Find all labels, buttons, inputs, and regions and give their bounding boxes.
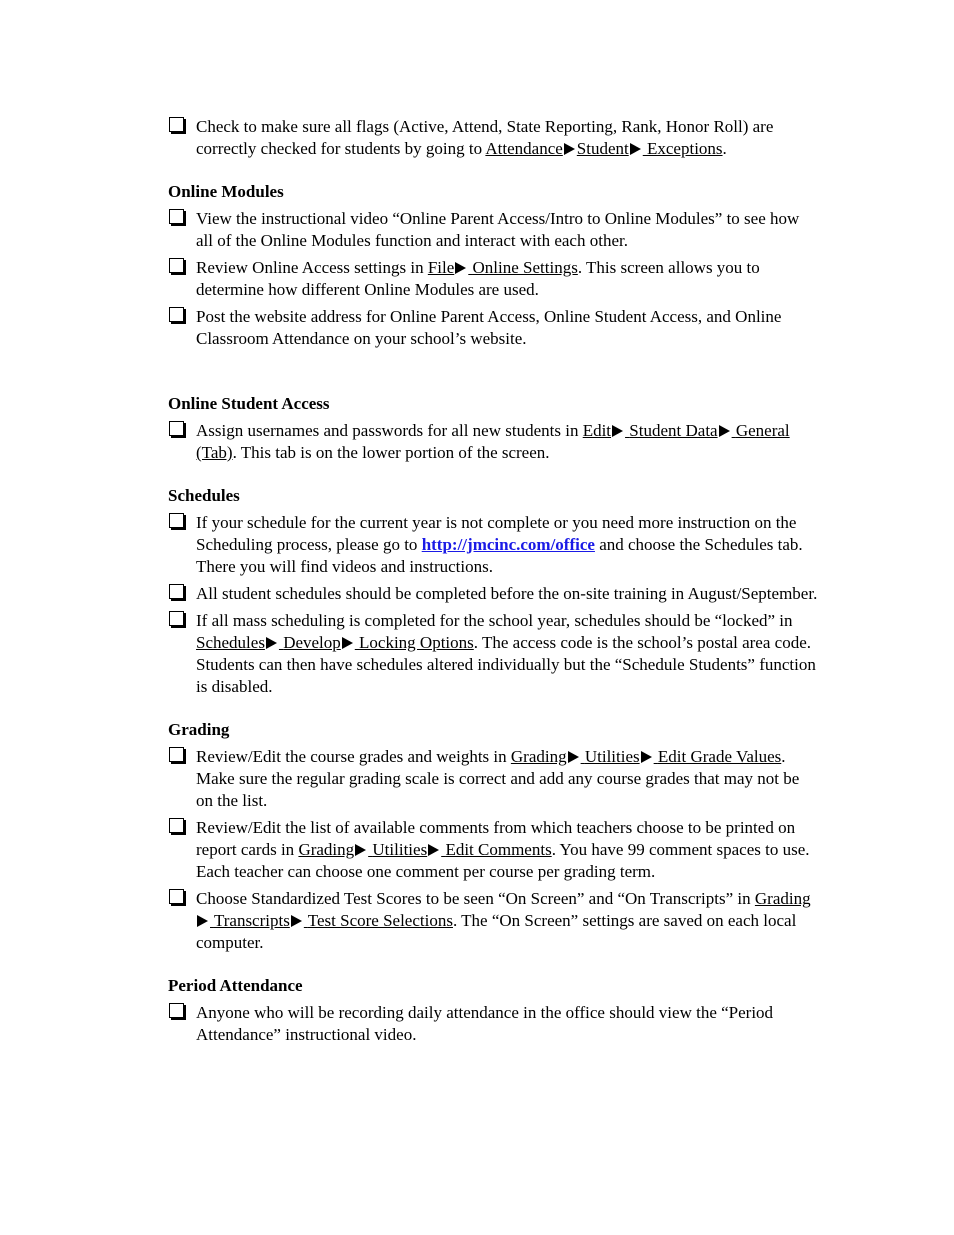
- arrow-right-icon: [612, 425, 623, 437]
- item-text: View the instructional video “Online Parent Access/Intro to Online Modules” to see how all of the Online Modules function and interact with each other.: [196, 209, 800, 250]
- nav-step: Grading: [298, 840, 355, 859]
- nav-path-edit-comments: [298, 840, 551, 859]
- nav-step: Transcripts: [213, 911, 290, 930]
- checkbox-icon[interactable]: [169, 117, 184, 132]
- checkbox-icon[interactable]: [169, 747, 184, 762]
- arrow-right-icon: [630, 143, 641, 155]
- nav-step: Grading: [510, 747, 567, 766]
- checklist-item-post-website: [168, 306, 818, 350]
- nav-path-attendance: [485, 139, 722, 158]
- item-text-post: . This screen allows you to determine how different Online Modules are used.: [196, 258, 760, 299]
- item-text-post: and choose the Schedules tab. There you will find videos and instructions.: [196, 535, 803, 576]
- checklist-item-online-settings: [168, 257, 818, 301]
- item-text: Review/Edit the list of available comments from which teachers choose to be printed on report cards in: [196, 818, 796, 859]
- checkbox-icon[interactable]: [169, 513, 184, 528]
- item-text: Anyone who will be recording daily attendance in the office should view the “Period Attendance” instructional video.: [196, 1003, 774, 1044]
- section-heading-grading: Grading: [168, 720, 230, 739]
- nav-step: Student: [576, 139, 629, 158]
- item-text: Check to make sure all flags (Active, Attend, State Reporting, Rank, Honor Roll) are correctly checked for students by going to: [196, 117, 774, 158]
- nav-path-edit-grade-values: [511, 747, 781, 766]
- nav-step: Attendance: [485, 139, 563, 158]
- item-text: Assign usernames and passwords for all new students in: [196, 421, 583, 440]
- nav-step: Edit: [582, 421, 612, 440]
- checklist-item-edit-comments: [168, 817, 818, 883]
- item-text: If your schedule for the current year is not complete or you need more instruction on the Scheduling process, please go to: [196, 513, 797, 554]
- checklist-item-test-scores: [168, 888, 818, 954]
- checkbox-icon[interactable]: [169, 818, 184, 833]
- arrow-right-icon: [641, 751, 652, 763]
- section-heading-schedules: Schedules: [168, 486, 240, 505]
- section-heading-online-student-access: Online Student Access: [168, 394, 330, 413]
- arrow-right-icon: [291, 915, 302, 927]
- document-page: [168, 116, 818, 1051]
- checklist-item-schedules-locked: [168, 610, 818, 698]
- arrow-right-icon: [719, 425, 730, 437]
- office-link[interactable]: http://jmcinc.com/office: [421, 535, 595, 554]
- checkbox-icon[interactable]: [169, 611, 184, 626]
- item-text: Post the website address for Online Parent Access, Online Student Access, and Online Classroom Attendance on your school’s website.: [196, 307, 782, 348]
- arrow-right-icon: [266, 637, 277, 649]
- nav-path-locking-options: [196, 633, 474, 652]
- nav-path-online-settings: [428, 258, 578, 277]
- item-text: Review/Edit the course grades and weights in: [196, 747, 511, 766]
- nav-step: Edit Grade Values: [657, 747, 782, 766]
- nav-step: Schedules: [196, 633, 265, 652]
- nav-step: Utilities: [372, 840, 428, 859]
- checklist-item-schedules-complete: [168, 583, 818, 605]
- nav-step: Online Settings: [472, 258, 578, 277]
- section-heading-period-attendance: Period Attendance: [168, 976, 303, 995]
- nav-step: Utilities: [584, 747, 640, 766]
- item-text-post: . The “On Screen” settings are saved on each local computer.: [196, 911, 797, 952]
- item-text-post: . Make sure the regular grading scale is correct and add any course grades that may not be on the list.: [196, 747, 800, 810]
- checkbox-icon[interactable]: [169, 307, 184, 322]
- checklist-item-schedule-instruction: [168, 512, 818, 578]
- section-heading-online-modules: Online Modules: [168, 182, 284, 201]
- arrow-right-icon: [197, 915, 208, 927]
- item-text-end: .: [722, 139, 727, 158]
- arrow-right-icon: [455, 262, 466, 274]
- item-text: Choose Standardized Test Scores to be seen “On Screen” and “On Transcripts” in: [196, 889, 755, 908]
- item-text-post: . The access code is the school’s postal area code. Students can then have schedules altered individually but the “Schedule Students” function is disabled.: [196, 633, 816, 696]
- arrow-right-icon: [342, 637, 353, 649]
- arrow-right-icon: [355, 844, 366, 856]
- item-text: If all mass scheduling is completed for the school year, schedules should be “locked” in: [196, 611, 793, 630]
- nav-step: Locking Options: [359, 633, 474, 652]
- item-text: Review Online Access settings in: [196, 258, 428, 277]
- nav-step: Test Score Selections: [307, 911, 453, 930]
- nav-step: General (Tab): [196, 421, 790, 462]
- nav-step: File: [427, 258, 455, 277]
- nav-step: Student Data: [629, 421, 718, 440]
- arrow-right-icon: [564, 143, 575, 155]
- checkbox-icon[interactable]: [169, 584, 184, 599]
- nav-step: Edit Comments: [445, 840, 552, 859]
- checkbox-icon[interactable]: [169, 421, 184, 436]
- nav-step: Develop: [283, 633, 341, 652]
- checklist-item-usernames: [168, 420, 818, 464]
- checklist-item-video: [168, 208, 818, 252]
- arrow-right-icon: [428, 844, 439, 856]
- item-text-post: . You have 99 comment spaces to use. Each teacher can choose one comment per course per grading term.: [196, 840, 810, 881]
- checkbox-icon[interactable]: [169, 258, 184, 273]
- checkbox-icon[interactable]: [169, 1003, 184, 1018]
- checklist-item-period-attendance-video: [168, 1002, 818, 1046]
- checklist-item-flags: [168, 116, 818, 160]
- nav-step: Exceptions: [647, 139, 723, 158]
- nav-step: Grading: [754, 889, 811, 908]
- item-text: All student schedules should be completed before the on-site training in August/September.: [196, 584, 818, 603]
- checklist-item-grade-values: [168, 746, 818, 812]
- arrow-right-icon: [568, 751, 579, 763]
- item-text-post: . This tab is on the lower portion of the screen.: [232, 443, 550, 462]
- checkbox-icon[interactable]: [169, 889, 184, 904]
- checkbox-icon[interactable]: [169, 209, 184, 224]
